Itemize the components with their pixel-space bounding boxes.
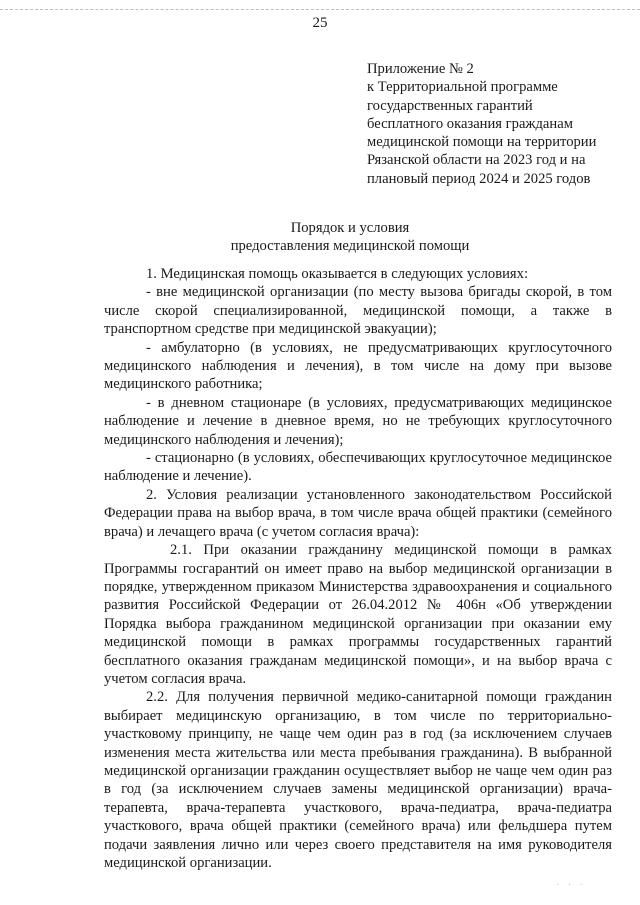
appendix-line: Приложение № 2 xyxy=(367,61,474,77)
document-body xyxy=(104,265,612,872)
paragraph-2-2: 2.2. Для получения первичной медико-санитарной помощи гражданин выбирает медицинскую организацию, в том числе по территориально-участковому принципу, не чаще чем один раз в год (за исключением случаев изменения места жительства или места пребывания гражданина). В выбранной медицинской организации гражданин осуществляет выбор не чаще чем один раз в год (за исключением случаев замены медицинской организации) врача-терапевта, врача-терапевта участкового, врача-педиатра, врача-педиатра участкового, врача общей практики (семейного врача) или фельдшера путем подачи заявления лично или через своего представителя на имя руководителя медицинской организации. xyxy=(104,689,612,871)
title-line-1: Порядок и условия xyxy=(290,220,410,236)
appendix-line: бесплатного оказания гражданам xyxy=(367,115,573,132)
appendix-line: плановый период 2024 и 2025 годов xyxy=(367,170,591,187)
document-title xyxy=(100,219,600,255)
paragraph-doctor-choice: 2. Условия реализации установленного законодательством Российской Федерации права на выбор врача, в том числе врача общей практики (семейного врача) и лечащего врача (с учетом согласия врача): xyxy=(104,486,612,540)
paragraph-day-hospital: - в дневном стационаре (в условиях, предусматривающих медицинское наблюдение и лечение в дневное время, но не требующих круглосуточного медицинского наблюдения и лечения); xyxy=(104,394,612,448)
appendix-line: Рязанской области на 2023 год и на xyxy=(367,152,586,169)
paragraph-inpatient: - стационарно (в условиях, обеспечивающих круглосуточное медицинское наблюдение и лечение). xyxy=(104,450,612,485)
scan-artifact: · · · xyxy=(556,880,586,891)
paragraph-outside-organization: - вне медицинской организации (по месту вызова бригады скорой, в том числе скорой специализированной, медицинской помощи, а также в транспортном средстве при медицинской эвакуации); xyxy=(104,284,612,338)
page-number: 25 xyxy=(312,15,328,31)
paragraph-2-1: 2.1. При оказании гражданину медицинской помощи в рамках Программы госгарантий он имеет право на выбор медицинской организации в порядке, утвержденном приказом Министерства здравоохранения и социального развития Российской Федерации от 26.04.2012 № 406н «Об утверждении Порядка выбора гражданином медицинской организации при оказании ему медицинской помощи в рамках программы государственных гарантий бесплатного оказания гражданам медицинской помощи», и на выбор врача с учетом согласия врача. xyxy=(104,542,612,687)
paragraph-outpatient: - амбулаторно (в условиях, не предусматривающих круглосуточного медицинского наблюдения и лечения), в том числе на дому при вызове медицинского работника; xyxy=(104,339,612,393)
top-scan-line xyxy=(0,9,640,10)
paragraph-conditions-intro: 1. Медицинская помощь оказывается в следующих условиях: xyxy=(146,266,528,282)
title-line-2: предоставления медицинской помощи xyxy=(230,238,470,254)
appendix-header xyxy=(367,60,637,188)
appendix-line: государственных гарантий xyxy=(367,97,533,114)
appendix-line: к Территориальной программе xyxy=(367,79,558,96)
appendix-line: медицинской помощи на территории xyxy=(367,134,597,151)
